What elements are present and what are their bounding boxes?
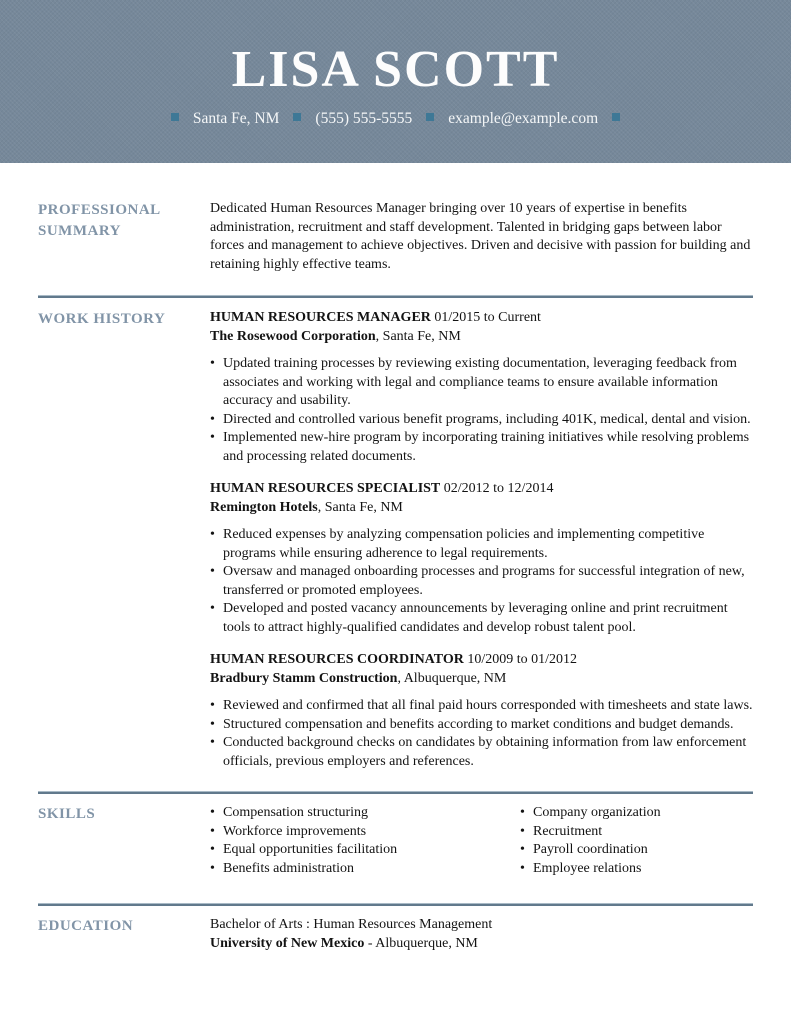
- contact-row: [0, 110, 791, 128]
- job-bullet: • Oversaw and managed onboarding processes and programs for successful integration of new, transferred or promoted employees.: [210, 563, 753, 600]
- contact-phone: (555) 555-5555: [315, 110, 413, 127]
- job-title-line: [210, 309, 753, 328]
- resume-body: [0, 163, 791, 973]
- job-title: HUMAN RESOURCES SPECIALIST: [210, 481, 441, 496]
- job-bullet: • Conducted background checks on candidates by obtaining information from law enforcement officials, previous employers and references.: [210, 734, 753, 771]
- job-bullet: • Implemented new-hire program by incorporating training initiatives while resolving problems and processing related documents.: [210, 429, 753, 466]
- section-skills: [38, 794, 753, 903]
- job-company-line: [210, 670, 753, 689]
- job-company-line: [210, 328, 753, 347]
- skill-item: • Recruitment: [520, 823, 753, 842]
- contact-email: example@example.com: [448, 110, 599, 127]
- summary-section-label: PROFESSIONAL SUMMARY: [38, 202, 160, 239]
- job-company: Remington Hotels: [210, 499, 318, 515]
- job-bullet: • Structured compensation and benefits according to market conditions and budget demands.: [210, 716, 753, 735]
- job-bullet: • Reviewed and confirmed that all final paid hours corresponded with timesheets and state laws.: [210, 697, 753, 716]
- square-bullet-icon: [171, 113, 179, 121]
- skills-list-right: [520, 804, 753, 878]
- job-bullet-list: [210, 526, 753, 637]
- job-bullet: • Developed and posted vacancy announcements by leveraging online and print recruitment tools to attract highly-qualified candidates and develop robust talent pool.: [210, 600, 753, 637]
- section-education: [38, 906, 753, 973]
- skill-item: • Benefits administration: [210, 860, 520, 879]
- contact-location: Santa Fe, NM: [192, 110, 280, 127]
- job-dates: 10/2009 to 01/2012: [467, 652, 578, 667]
- work-history-section-label: WORK HISTORY: [38, 311, 166, 327]
- education-school: University of New Mexico: [210, 935, 365, 951]
- job-bullet-list: [210, 697, 753, 771]
- job-entry: [210, 309, 753, 466]
- skills-list-left: [210, 804, 520, 878]
- job-location: , Santa Fe, NM: [317, 499, 403, 515]
- job-title: HUMAN RESOURCES MANAGER: [210, 310, 431, 325]
- job-dates: 01/2015 to Current: [434, 310, 541, 325]
- skills-section-label: SKILLS: [38, 806, 96, 822]
- skill-item: • Equal opportunities facilitation: [210, 841, 520, 860]
- job-bullet-list: [210, 355, 753, 466]
- job-title: HUMAN RESOURCES COORDINATOR: [210, 652, 464, 667]
- job-bullet: • Updated training processes by reviewing existing documentation, leveraging feedback from associates and working with legal and compliance teams to ensure available information accuracy and usability.: [210, 355, 753, 411]
- job-location: , Albuquerque, NM: [397, 670, 507, 686]
- section-work-history: [38, 298, 753, 791]
- skill-item: • Employee relations: [520, 860, 753, 879]
- job-title-line: [210, 480, 753, 499]
- education-section-label: EDUCATION: [38, 918, 134, 934]
- job-entry: [210, 480, 753, 637]
- skills-columns: [210, 804, 753, 878]
- job-company: The Rosewood Corporation: [210, 328, 376, 344]
- education-school-location: - Albuquerque, NM: [364, 935, 478, 951]
- job-title-line: [210, 651, 753, 670]
- skill-item: • Compensation structuring: [210, 804, 520, 823]
- job-dates: 02/2012 to 12/2014: [443, 481, 554, 496]
- skill-item: • Company organization: [520, 804, 753, 823]
- skill-item: • Payroll coordination: [520, 841, 753, 860]
- resume-header: [0, 0, 791, 163]
- square-bullet-icon: [293, 113, 301, 121]
- job-bullet: • Directed and controlled various benefit programs, including 401K, medical, dental and vision.: [210, 411, 753, 430]
- section-professional-summary: [38, 163, 753, 295]
- job-entry: [210, 651, 753, 771]
- education-school-line: [210, 935, 753, 954]
- square-bullet-icon: [426, 113, 434, 121]
- job-bullet: • Reduced expenses by analyzing compensation policies and implementing competitive programs while ensuring adherence to legal requirements.: [210, 526, 753, 563]
- summary-text: Dedicated Human Resources Manager bringing over 10 years of expertise in benefits administration, recruitment and staff development. Talented in bridging gaps between labor forces and management to achieve objectives. Driven and decisive with passion for building and retaining highly effective teams.: [210, 201, 751, 272]
- candidate-name: LISA SCOTT: [231, 41, 560, 98]
- job-company-line: [210, 499, 753, 518]
- job-location: , Santa Fe, NM: [375, 328, 461, 344]
- square-bullet-icon: [612, 113, 620, 121]
- education-degree: Bachelor of Arts : Human Resources Management: [210, 917, 493, 932]
- skill-item: • Workforce improvements: [210, 823, 520, 842]
- job-company: Bradbury Stamm Construction: [210, 670, 398, 686]
